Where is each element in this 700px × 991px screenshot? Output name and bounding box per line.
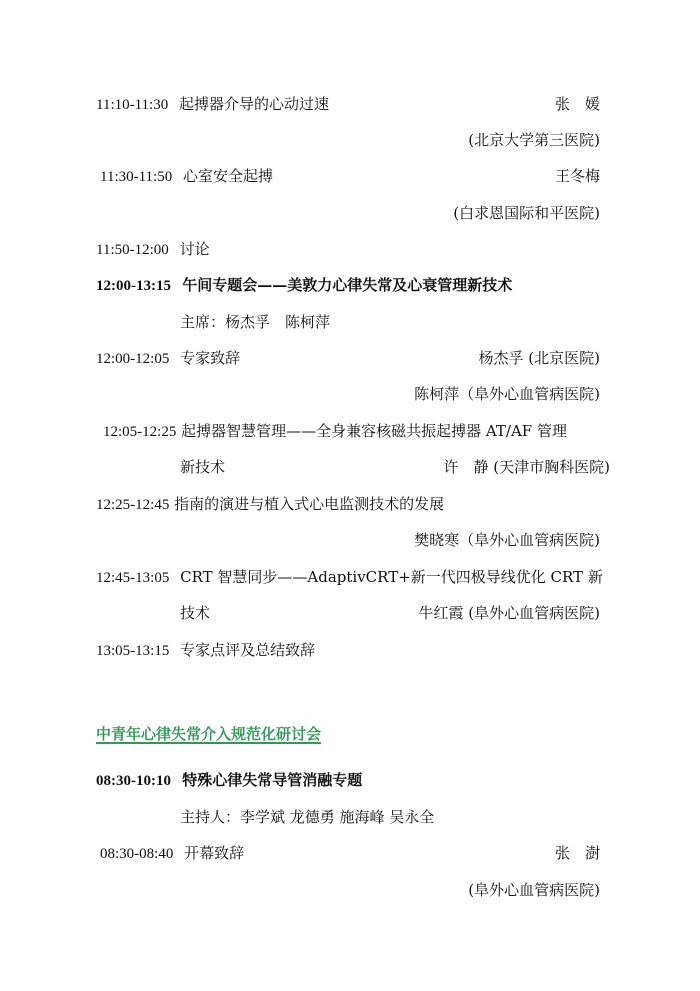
- item-time: 13:05-13:15: [96, 643, 170, 659]
- session-title: 特殊心律失常导管消融专题: [182, 771, 363, 789]
- session-header: [96, 275, 512, 296]
- item-time: 11:50-12:00: [96, 242, 169, 258]
- schedule-item: [96, 640, 315, 661]
- schedule-item: [96, 94, 329, 115]
- schedule-item: [96, 239, 210, 260]
- item-affiliation: (阜外心血管病医院): [468, 881, 600, 899]
- section-heading: 中青年心律失常介入规范化研讨会: [96, 725, 322, 743]
- item-speaker: 牛红霞 (阜外心血管病医院): [418, 604, 600, 622]
- item-speaker: 张 媛: [554, 95, 600, 113]
- item-time: 12:25-12:45: [96, 497, 170, 513]
- item-title: 专家致辞: [180, 349, 241, 367]
- session-hosts: 主持人：李学斌 龙德勇 施海峰 吴永全: [180, 808, 435, 826]
- session-time: 08:30-10:10: [96, 773, 171, 789]
- session-title: 午间专题会——美敦力心律失常及心衰管理新技术: [182, 276, 513, 294]
- session-chair: 主席：杨杰孚 陈柯萍: [180, 313, 331, 331]
- item-speaker: 杨杰孚 (北京医院): [478, 349, 600, 367]
- item-title: 起搏器智慧管理——全身兼容核磁共振起搏器 AT/AF 管理: [181, 422, 567, 440]
- schedule-item: [96, 494, 444, 515]
- item-title: 讨论: [179, 240, 210, 258]
- item-time: 08:30-08:40: [100, 846, 174, 862]
- item-time: 12:45-13:05: [96, 570, 170, 586]
- item-title: 开幕致辞: [184, 844, 245, 862]
- item-time: 12:00-12:05: [96, 351, 170, 367]
- item-speaker: 陈柯萍（阜外心血管病医院): [414, 385, 600, 403]
- item-title: 专家点评及总结致辞: [180, 641, 316, 659]
- item-title: CRT 智慧同步——AdaptivCRT+新一代四极导线优化 CRT 新: [180, 568, 603, 586]
- schedule-item: [96, 567, 603, 588]
- item-speaker: 许 静 (天津市胸科医院): [443, 458, 610, 476]
- schedule-item: [100, 166, 273, 187]
- session-time: 12:00-13:15: [96, 278, 171, 294]
- item-time: 12:05-12:25: [103, 424, 177, 440]
- item-speaker: 张 澍: [554, 844, 600, 862]
- item-title-continued: 技术: [180, 604, 211, 622]
- item-title: 起搏器介导的心动过速: [179, 95, 330, 113]
- item-time: 11:30-11:50: [100, 169, 173, 185]
- item-title: 指南的演进与植入式心电监测技术的发展: [174, 495, 445, 513]
- item-title-continued: 新技术: [180, 458, 226, 476]
- schedule-item: [96, 348, 240, 369]
- item-speaker: 樊晓寒（阜外心血管病医院): [414, 531, 600, 549]
- schedule-item: [100, 843, 244, 864]
- schedule-item: [103, 421, 567, 442]
- item-affiliation: (白求恩国际和平医院): [453, 204, 600, 222]
- item-affiliation: (北京大学第三医院): [468, 131, 600, 149]
- item-time: 11:10-11:30: [96, 97, 169, 113]
- item-title: 心室安全起搏: [183, 167, 274, 185]
- session-header: [96, 770, 362, 791]
- item-speaker: 王冬梅: [554, 167, 600, 185]
